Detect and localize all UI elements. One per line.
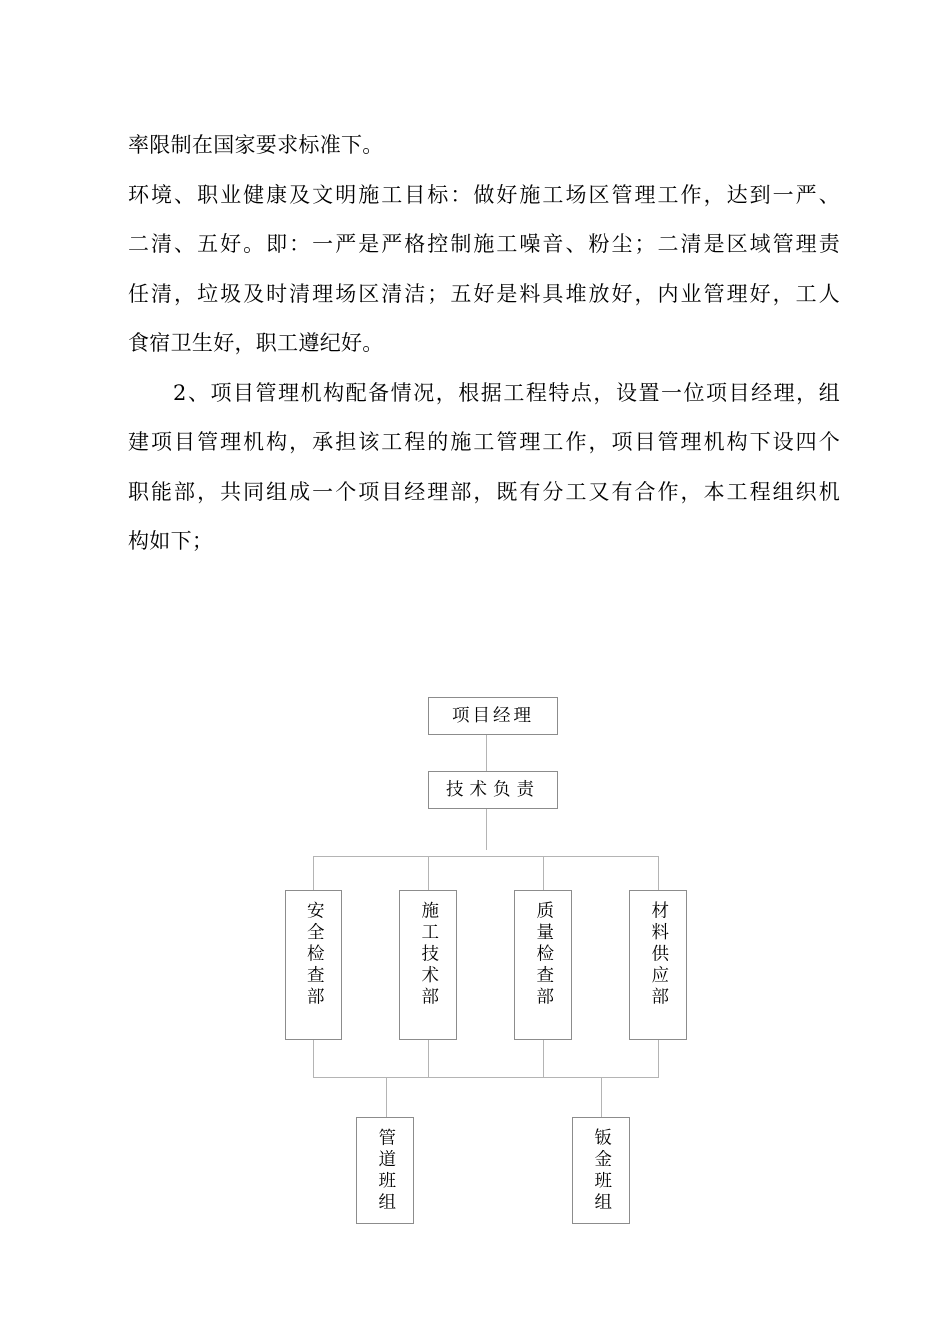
text-line: 环境、职业健康及文明施工目标：做好施工场区管理工作，达到一严、 bbox=[128, 182, 840, 207]
org-node-quality-dept: 质量检查部 bbox=[514, 890, 572, 1040]
text-line: 2、项目管理机构配备情况，根据工程特点，设置一位项目经理，组 bbox=[128, 380, 840, 405]
org-node-technical-lead: 技术负责 bbox=[428, 771, 558, 809]
connector-line bbox=[313, 856, 314, 890]
connector-line bbox=[658, 1039, 659, 1077]
text-line: 建项目管理机构，承担该工程的施工管理工作，项目管理机构下设四个 bbox=[128, 430, 840, 454]
connector-line bbox=[428, 1039, 429, 1077]
connector-line bbox=[543, 1039, 544, 1077]
connector-line bbox=[601, 1077, 602, 1117]
connector-line bbox=[386, 1077, 387, 1117]
org-node-piping-team: 管道班组 bbox=[356, 1117, 414, 1224]
text-line: 构如下； bbox=[128, 529, 214, 553]
org-node-materials-dept: 材料供应部 bbox=[629, 890, 687, 1040]
connector-line bbox=[658, 856, 659, 890]
connector-line bbox=[486, 808, 487, 850]
connector-line bbox=[313, 1039, 314, 1077]
connector-line bbox=[486, 734, 487, 772]
text-line: 率限制在国家要求标准下。 bbox=[128, 133, 384, 157]
org-node-construction-tech-dept: 施工技术部 bbox=[399, 890, 457, 1040]
text-line: 二清、五好。即：一严是严格控制施工噪音、粉尘；二清是区域管理责 bbox=[128, 232, 840, 256]
text-line: 任清，垃圾及时清理场区清洁；五好是料具堆放好，内业管理好，工人 bbox=[128, 281, 840, 306]
org-node-safety-dept: 安全检查部 bbox=[285, 890, 342, 1040]
text-line: 食宿卫生好，职工遵纪好。 bbox=[128, 331, 384, 355]
org-node-project-manager: 项目经理 bbox=[428, 697, 558, 735]
org-node-sheet-metal-team: 钣金班组 bbox=[572, 1117, 630, 1224]
connector-line bbox=[313, 856, 659, 857]
text-line: 职能部，共同组成一个项目经理部，既有分工又有合作，本工程组织机 bbox=[128, 479, 840, 504]
connector-line bbox=[428, 856, 429, 890]
connector-line bbox=[543, 856, 544, 890]
connector-line bbox=[313, 1077, 659, 1078]
